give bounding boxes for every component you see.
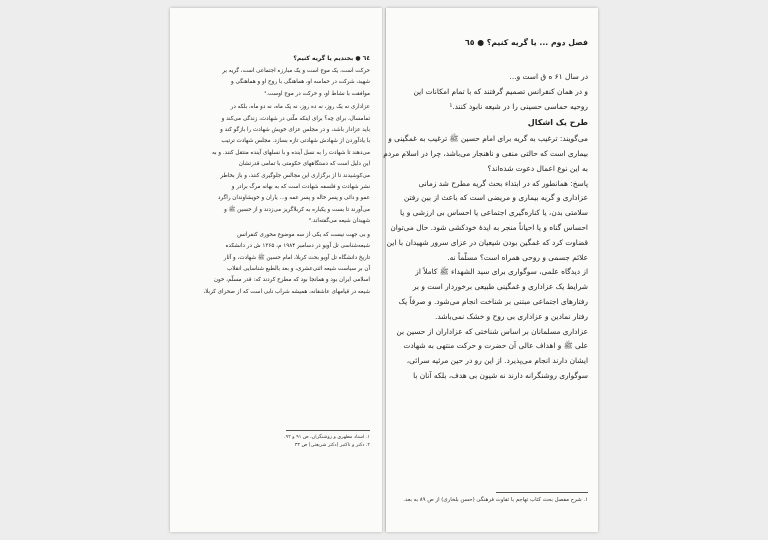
text-line: اسلامی ایران بود و همانجا بود که مطرح کردند که: قدر مسلّم، خون: [213, 277, 370, 284]
text-line: نشر شهادت و فلسفه شهادت است که به بهانه مرگ برادر و: [231, 184, 370, 191]
text-line: رفتارهای اجتماعی مبتنی بر شناخت انجام می‌شود. و صرفاً یک: [398, 296, 588, 306]
text-line: سوگواری روشنگرانه دارند نه شیون بی هدف، بلکه آنان با: [413, 370, 588, 380]
left-page: [170, 8, 382, 532]
text-line: شیعه‌شناسی تل آویو در دسامبر ۱۹۸۴ م، ۱۳۶۵ ش در دانشکده: [225, 243, 370, 250]
text-line: شهید، شرکت در حماسه او، هماهنگی با روح او و هماهنگی و: [230, 79, 370, 86]
text-line: می‌گویند: ترغیب به گریه برای امام حسین ﷺ ترغیب به غمگینی و: [388, 134, 588, 144]
text-line: شیعه در قیامهای عاشقانه، همیشه شراب نابی است که از صحرای کربلا،: [203, 288, 370, 295]
right-intro: [400, 70, 588, 114]
left-paragraph-2: [211, 102, 370, 227]
text-line: عزاداری مسلمانان بر اساس شناختی که عزاداران از حسین بن: [396, 326, 588, 336]
text-line: موافقت با نشاط او، و حرکت در موج اوست.¹: [264, 90, 370, 97]
right-footnote-divider: [496, 492, 588, 493]
left-footnotes: [228, 434, 370, 450]
text-line: و بی جهت نیست که یکی از سه موضوع محوری کنفرانس: [237, 231, 370, 238]
right-paragraph-2: [400, 265, 588, 324]
text-line: تمامسال، برای چه؟ برای اینکه ملّتی در شهادت، زندگی می‌کند و: [221, 115, 370, 122]
right-answer: [386, 177, 588, 266]
right-page-header: فصل دوم ... یا گریه کنیم؟ ● ٦٥: [465, 38, 588, 47]
left-page-header: ٦٤ ● بخندیم یا گریه کنیم؟: [293, 55, 370, 62]
footnote: ۲. دکتر و تاکتیر (دکتر شریعتی) ص ۳۳: [294, 443, 370, 448]
text-line: قضاوت کرد که غمگین بودن شیعیان در عزای سرور شهیدان با این: [386, 237, 588, 247]
text-line: علائم جسمی و روحی همراه است؟ مسلّماً نه.: [447, 252, 588, 262]
left-paragraph-3: [203, 230, 370, 298]
footnote: ۱. شرح مفصل بحث کتاب تهاجم با تفاوت فرهنگی (حسن بلخاری) از ص ۸۹ به بعد.: [403, 497, 588, 503]
text-line: عزاداری نه یک روز، نه ده روز، نه یک ماه، نه دو ماه، بلکه در: [230, 104, 370, 111]
text-line: آن بر سیاست شیعه اثنی‌عشری، و بعد بالطبع شناسایی انقلاب: [226, 265, 370, 272]
text-line: احساس گناه و یا احیاناً منجر به ایدهٔ خودکشی شود. حال می‌توان: [390, 222, 588, 232]
text-line: در سال ۶۱ ه ق است و...: [509, 72, 588, 81]
text-line: تاریخ دانشگاه تل آویو بحث کربلا، امام حسین ﷺ شهادت، و آثار: [223, 254, 370, 261]
text-line: رفتار نمادین و عزاداری بی روح و خشک نمی‌باشد.: [434, 311, 588, 321]
text-line: عزاداری و گریه بیماری و مریضی است که باعث از بین رفتن: [403, 193, 588, 203]
text-line: شرایط یک عزاداری و غمگینی طبیعی برخوردار است و بر: [412, 282, 588, 292]
left-footnote-divider: [286, 430, 370, 431]
text-line: باید عزادار باشد، و در مجلس عزای خویش شهادت را بازگو کند و: [220, 127, 370, 134]
text-line: عمو و دائی و پسر خاله و پسر عمه و... یاران و خویشاوندان راگرد: [218, 195, 370, 202]
text-line: می‌کوشیدند تا از برگزاری این مجالس جلوگیری کنند، و باز بخاطر: [220, 172, 370, 179]
text-line: بیماری است که حالتی منفی و ناهنجار می‌باشد، چرا در اسلام مردم: [383, 148, 588, 158]
text-line: حرکت است، یک موج است و یک مبارزه اجتماعی است، گریه بر: [222, 68, 370, 74]
right-footnotes: [400, 496, 588, 505]
text-line: به این نوع اعمال دعوت شده‌اند؟: [487, 163, 588, 173]
text-line: روحیه حماسی حسینی را در شیعه نابود کنند.¹: [449, 101, 588, 111]
right-question: [383, 132, 588, 176]
text-line: پاسخ: همانطور که در ابتداء بحث گریه مطرح شد زمانی: [418, 178, 588, 188]
text-line: می‌دهند تا شهادت را به نسل آینده و با نسلهای آینده منتقل کنند. و به: [211, 149, 370, 156]
text-line: با یادآوردن از شهادش شهادتی تازه بسازد. مجلس شهادت ترتیب: [221, 138, 370, 145]
text-line: سلامتی بدن، یا کناره‌گیری اجتماعی یا احساس بی ارزشی و یا: [400, 208, 588, 218]
text-line: از دیدگاه علمی، سوگواری برای سید الشهداء ﷺ کاملاً از: [415, 267, 588, 277]
text-line: و در همان کنفرانس تصمیم گرفتند که با تمام امکانات این: [413, 86, 588, 96]
text-line: شهیدان شیعه می‌گفته‌اند.²: [308, 218, 370, 225]
right-page: [383, 8, 598, 532]
left-paragraph-1: [222, 66, 370, 100]
footnote: ۱. استاد مطهری و روشنگران، ص ۹۱ و ۹۲.: [284, 435, 370, 440]
text-line: می‌آورند تا بست و یکباره به کربلاگریز می‌زدند و از حسین ﷺ و: [224, 206, 370, 213]
section-title: طرح یک اشکال: [527, 118, 588, 128]
right-paragraph-3: [396, 325, 588, 384]
text-line: ایشان دارند انجام می‌پذیرد. از این رو در حین مرثیه سرائی،: [406, 356, 588, 366]
text-line: علی ﷺ و اهداف عالی آن حضرت و حرکت منتهی به شهادت: [403, 341, 588, 351]
right-page-body: [383, 70, 588, 384]
text-line: این دلیل است که دستگاههای حکومتی با تمامی قدرتشان: [238, 161, 370, 168]
left-page-body: [203, 66, 370, 298]
